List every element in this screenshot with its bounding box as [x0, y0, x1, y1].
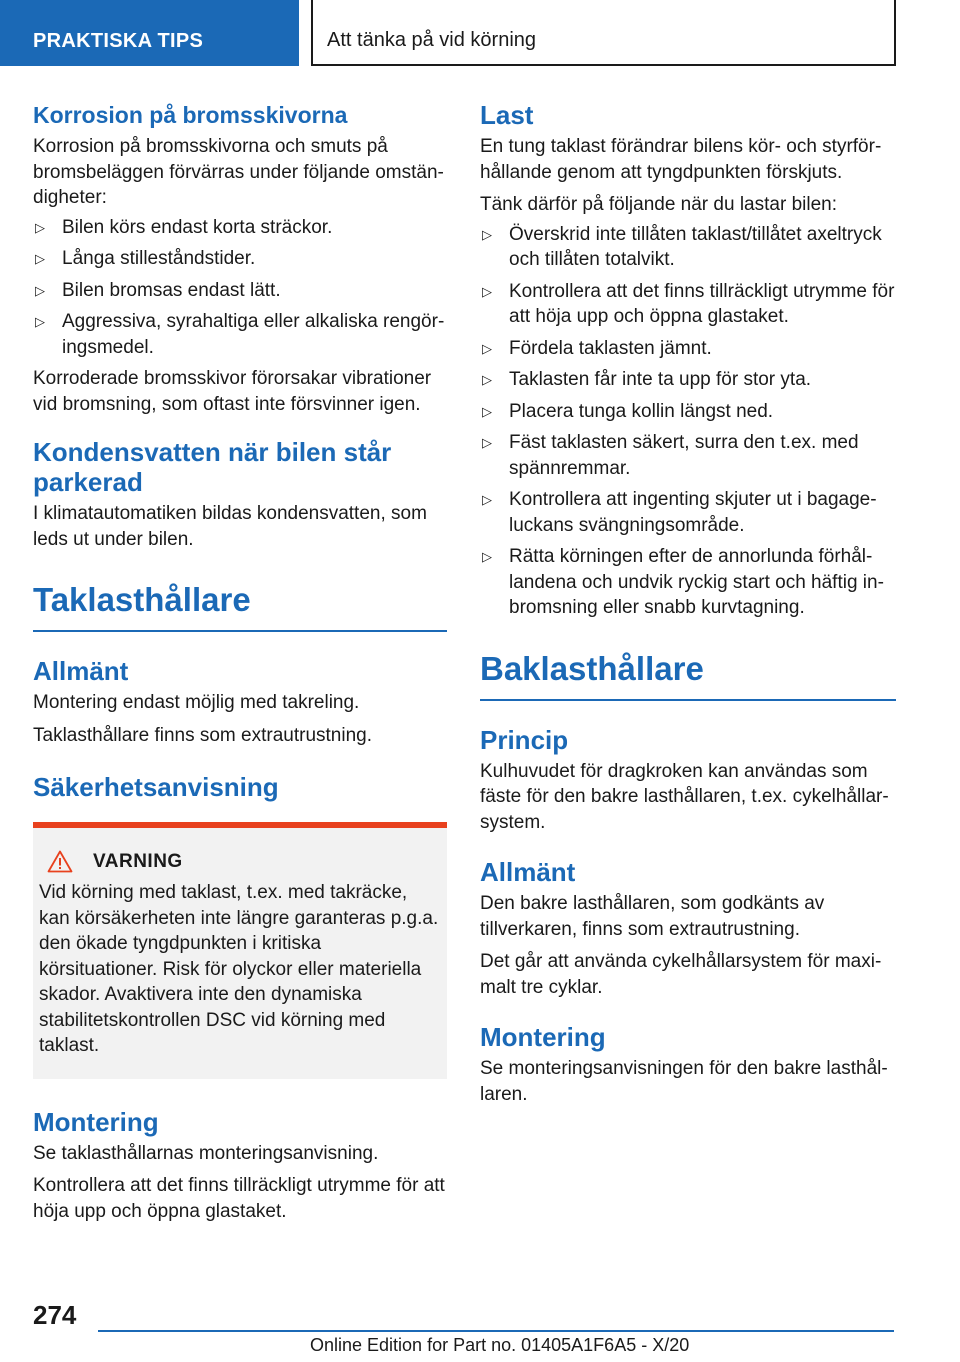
roofrack-general-p1: Montering endast möjlig med takreling. [33, 692, 360, 713]
rearrack-general-p1: Den bakre lasthållaren, som godkänts av tillverkaren, finns som extrautrustning. [480, 893, 825, 940]
roofrack-mount-p1: Se taklasthållarnas monteringsanvisning. [33, 1142, 379, 1164]
heading-rearrack-general: Allmänt [480, 857, 576, 887]
load-list [480, 222, 896, 621]
condensation-text: I klimatautomatiken bildas kondensvatten, som leds ut under bilen. [33, 503, 427, 550]
list-item: ▷ Kontrollera att det finns tillräckligt utrymme för att höja upp och öppna glastaket. [482, 280, 895, 327]
bullet-triangle-icon: ▷ [482, 492, 492, 507]
heading-roofrack-mount: Montering [33, 1106, 159, 1137]
list-item: ▷ Kontrollera att ingenting skjuter ut i bagageluckans svängningsområde. [482, 489, 877, 536]
bullet-triangle-icon: ▷ [482, 283, 492, 299]
warning-text: Vid körning med taklast, t.ex. med takräcke, kan körsäkerheten inte längre garanteras p.g.a. den ökade tyngdpunkten i kritiska körsituationer. Risk för olyckor eller materiella skador. Avaktivera inte den dynamiska stabilitetskontrollen DSC vid körning med taklast. [39, 882, 439, 1056]
section-title: PRAKTISKA TIPS [33, 30, 204, 52]
left-column [33, 100, 447, 1224]
roofrack-mount-p2: Kontrollera att det finns tillräckligt utrymme för att höja upp och öppna glastaket. [33, 1175, 445, 1222]
edition-text: Online Edition for Part no. 01405A1F6A5 - X/20 [310, 1335, 690, 1355]
heading-rearrack-mount: Montering [480, 1022, 606, 1052]
heading-roofrack-general: Allmänt [33, 656, 129, 686]
list-item: ▷ Bilen bromsas endast lätt. [33, 278, 447, 304]
bullet-triangle-icon: ▷ [482, 549, 492, 564]
warning-title: VARNING [93, 850, 183, 872]
list-item: ▷ Fäst taklasten säkert, surra den t.ex. med spännremmar. [482, 432, 859, 479]
list-item: ▷ Taklasten får inte ta upp för stor yta. [480, 367, 896, 393]
list-item: ▷ Bilen körs endast korta sträckor. [33, 215, 447, 241]
warning-triangle-icon [47, 850, 73, 873]
heading-principle: Princip [480, 724, 569, 755]
bullet-triangle-icon: ▷ [482, 372, 492, 387]
section-tab [0, 0, 299, 66]
heading-rearrack: Baklasthållare [480, 647, 896, 701]
list-item: ▷ Överskrid inte tillåten taklast/tillåtet axeltryck och tillåten totalvikt. [482, 223, 882, 270]
rearrack-mount-text: Se monteringsanvisningen för den bakre lasthållaren. [480, 1058, 888, 1105]
heading-corrosion: Korrosion på bromsskivorna [33, 102, 348, 128]
corrosion-list [33, 215, 447, 361]
bullet-triangle-icon: ▷ [35, 219, 45, 235]
bullet-triangle-icon: ▷ [35, 282, 45, 298]
bullet-triangle-icon: ▷ [482, 340, 492, 356]
corrosion-intro: Korrosion på bromsskivorna och smuts på bromsbeläggen förvärras under följande omständigheter: [33, 136, 444, 208]
bullet-triangle-icon: ▷ [35, 314, 45, 329]
list-item: ▷ Fördela taklasten jämnt. [480, 336, 896, 362]
list-item: ▷ Placera tunga kollin längst ned. [480, 399, 896, 425]
heading-load: Last [480, 100, 534, 130]
bullet-triangle-icon: ▷ [482, 435, 492, 450]
chapter-title: Att tänka på vid körning [327, 29, 537, 51]
warning-box [33, 822, 447, 1079]
footer-divider [98, 1330, 894, 1332]
bullet-triangle-icon: ▷ [482, 226, 492, 242]
warning-header [47, 850, 439, 873]
right-column [480, 100, 896, 1107]
load-p1: En tung taklast förändrar bilens kör- och styrförhållande genom att tyngdpunkten förskjuts. [480, 136, 882, 183]
heading-condensation: Kondensvatten när bilen står parkerad [33, 437, 392, 497]
rearrack-general-p2: Det går att använda cykelhållarsystem för maximalt tre cyklar. [480, 951, 882, 998]
list-item: ▷ Långa stilleståndstider. [33, 246, 447, 272]
heading-roofrack: Taklasthållare [33, 578, 447, 632]
bullet-triangle-icon: ▷ [35, 251, 45, 266]
list-item: ▷ Aggressiva, syrahaltiga eller alkaliska rengöringsmedel. [35, 311, 445, 358]
page-number: 274 [33, 1300, 77, 1330]
chapter-header [311, 0, 896, 66]
principle-text: Kulhuvudet för dragkroken kan användas som fäste för den bakre lasthållaren, t.ex. cykelhållarsystem. [480, 760, 889, 833]
list-item: ▷ Rätta körningen efter de annorlunda förhållandena och undvik ryckig start och häftig inbromsning eller snabb kurvtagning. [482, 546, 884, 618]
heading-safety: Säkerhetsanvisning [33, 772, 279, 802]
load-p2: Tänk därför på följande när du lastar bilen: [480, 194, 837, 215]
roofrack-general-p2: Taklasthållare finns som extrautrustning. [33, 724, 372, 746]
corrosion-outro: Korroderade bromsskivor förorsakar vibrationer vid bromsning, som oftast inte försvinner igen. [33, 368, 432, 415]
bullet-triangle-icon: ▷ [482, 403, 492, 419]
